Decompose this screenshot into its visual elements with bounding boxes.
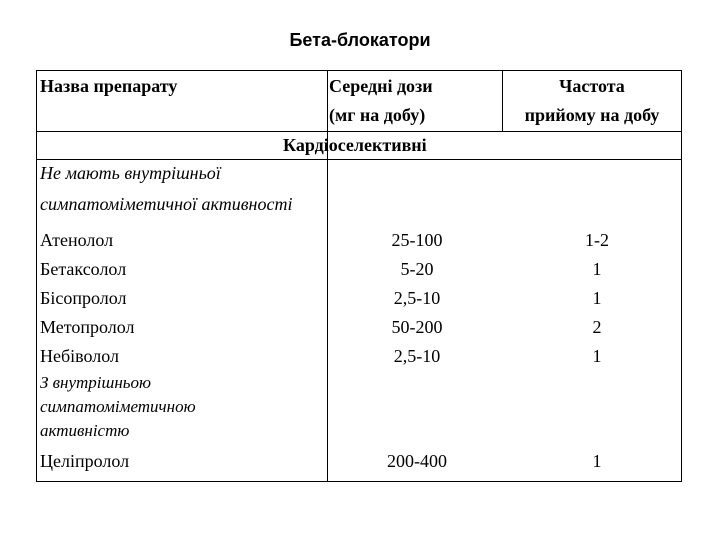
page-title: Бета-блокатори xyxy=(289,30,431,50)
group2-label-line3: активністю xyxy=(40,421,130,440)
drug-name: Небіволол xyxy=(40,346,120,366)
header-drug-name: Назва препарату xyxy=(40,76,178,96)
drug-dose: 25-100 xyxy=(391,230,443,250)
group1-label-line1: Не мають внутрішньої xyxy=(40,163,221,183)
drug-dose: 2,5-10 xyxy=(393,346,441,366)
header-freq-line1: Частота xyxy=(559,76,625,96)
drug-name: Атенолол xyxy=(40,230,114,250)
drug-dose: 5-20 xyxy=(400,259,434,279)
drug-names-group1 xyxy=(40,226,135,371)
drug-name: Бісопролол xyxy=(40,288,127,308)
group1-label-line2: симпатоміметичної активності xyxy=(40,194,293,214)
header-freq-line2: прийому на добу xyxy=(524,105,660,125)
drug-freq: 2 xyxy=(592,317,602,337)
group2-label-line2: симпатоміметичною xyxy=(40,397,196,416)
drug-freq: 1-2 xyxy=(585,230,609,250)
drug-doses-group1 xyxy=(367,226,467,371)
drug-freq: 1 xyxy=(592,346,602,366)
section-divider xyxy=(37,159,681,160)
drug-dose: 200-400 xyxy=(387,451,447,471)
column-divider-1 xyxy=(327,71,328,481)
header-divider xyxy=(37,131,681,132)
drug-name: Метопролол xyxy=(40,317,135,337)
header-dose-line2: (мг на добу) xyxy=(329,105,426,125)
drug-name: Целіпролол xyxy=(40,451,130,471)
header-dose-line1: Середні дози xyxy=(329,76,433,96)
drug-freqs-group1 xyxy=(557,226,637,371)
drug-name: Бетаксолол xyxy=(40,259,127,279)
group2-label-line1: З внутрішньою xyxy=(40,373,152,392)
drug-freq: 1 xyxy=(592,259,602,279)
drug-dose: 50-200 xyxy=(391,317,443,337)
drug-freq: 1 xyxy=(592,288,602,308)
drug-freq: 1 xyxy=(592,451,602,471)
section-title: Кардіоселективні xyxy=(283,135,427,155)
drug-dose: 2,5-10 xyxy=(393,288,441,308)
beta-blockers-table xyxy=(36,70,682,482)
